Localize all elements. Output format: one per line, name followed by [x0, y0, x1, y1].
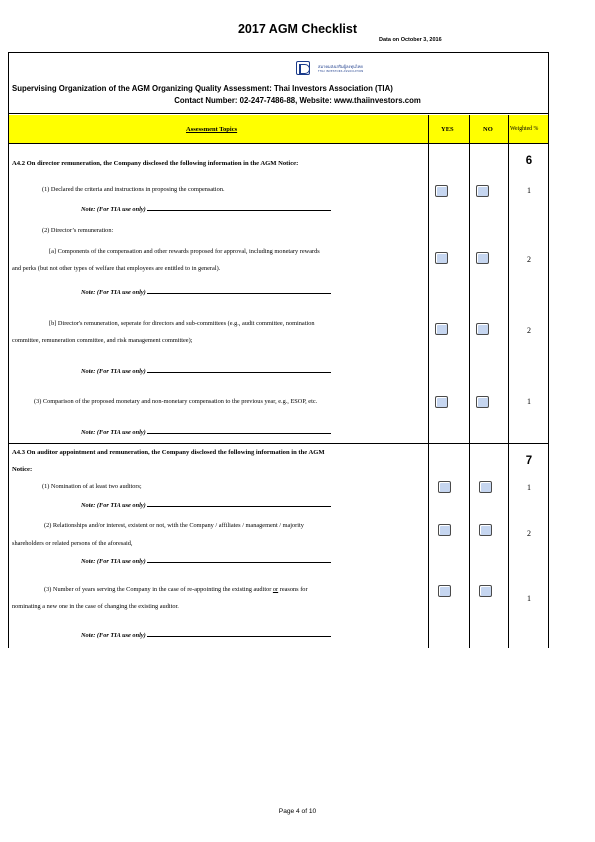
data-date: Data on October 3, 2016: [379, 37, 442, 43]
no-checkbox[interactable]: [479, 481, 492, 493]
col-divider: [428, 115, 429, 648]
no-checkbox[interactable]: [476, 396, 489, 408]
item-weight: 2: [527, 529, 531, 538]
item-text-cont: and perks (but not other types of welfare that employees are entitled to in general).: [12, 265, 221, 272]
item-text: (1) Nomination of at least two auditors;: [42, 483, 142, 490]
item-text-cont: shareholders or related persons of the aforesaid,: [12, 540, 133, 547]
item-text-part: reasons for: [279, 586, 308, 593]
col-divider: [469, 115, 470, 648]
yes-checkbox[interactable]: [438, 524, 451, 536]
section-weight: 7: [525, 455, 533, 467]
organization-line: Supervising Organization of the AGM Organizing Quality Assessment: Thai Investors Association (TIA): [12, 84, 393, 93]
tia-logo-icon: [296, 61, 310, 75]
item-text: [a] Components of the compensation and other rewards proposed for approval, including monetary rewards: [49, 248, 320, 255]
item-text: [44, 586, 308, 593]
no-checkbox[interactable]: [479, 524, 492, 536]
no-checkbox[interactable]: [476, 252, 489, 264]
page-number: Page 4 of 10: [278, 808, 317, 815]
col-weighted: Weighted %: [510, 126, 539, 132]
tia-note: Note: (For TIA use only): [81, 289, 331, 296]
column-header-row: [9, 115, 548, 144]
item-text: (1) Declared the criteria and instructions in proposing the compensation.: [42, 186, 225, 193]
item-weight: 2: [527, 255, 531, 264]
item-text: (2) Director’s remuneration:: [42, 227, 114, 234]
item-text-part: (3) Number of years serving the Company in the case of re-appointing the existing auditor: [44, 586, 272, 593]
section-title-line: Notice:: [12, 466, 33, 473]
yes-checkbox[interactable]: [435, 252, 448, 264]
page-title: 2017 AGM Checklist: [237, 22, 358, 36]
no-checkbox[interactable]: [476, 323, 489, 335]
item-text-cont: committee, remuneration committee, and risk management committee);: [12, 337, 193, 344]
yes-checkbox[interactable]: [435, 185, 448, 197]
item-weight: 2: [527, 326, 531, 335]
tia-note: Note: (For TIA use only): [81, 206, 331, 213]
item-weight: 1: [527, 483, 531, 492]
logo-thai-text: สมาคมส่งเสริมผู้ลงทุนไทย: [318, 64, 363, 69]
no-checkbox[interactable]: [479, 585, 492, 597]
tia-note: Note: (For TIA use only): [81, 502, 331, 509]
section-title-line: A4.3 On auditor appointment and remuneration, the Company disclosed the following information in the AGM: [12, 449, 325, 456]
logo-english-text: THAI INVESTORS ASSOCIATION: [318, 70, 364, 73]
item-weight: 1: [527, 594, 531, 603]
col-assessment-topics: Assessment Topics: [186, 126, 238, 133]
yes-checkbox[interactable]: [435, 396, 448, 408]
col-yes: YES: [441, 126, 454, 133]
contact-line: Contact Number: 02-247-7486-88, Website: www.thaiinvestors.com: [174, 96, 421, 105]
tia-note: Note: (For TIA use only): [81, 632, 331, 639]
item-weight: 1: [527, 397, 531, 406]
item-text: [b] Director's remuneration, seperate for directors and sub-committees (e.g., audit committee, nomination: [49, 320, 315, 327]
yes-checkbox[interactable]: [438, 481, 451, 493]
item-text-or: or: [272, 586, 279, 593]
item-weight: 1: [527, 186, 531, 195]
tia-note: Note: (For TIA use only): [81, 368, 331, 375]
item-text-cont: nominating a new one in the case of changing the existing auditor.: [12, 603, 179, 610]
yes-checkbox[interactable]: [438, 585, 451, 597]
yes-checkbox[interactable]: [435, 323, 448, 335]
item-text: (3) Comparison of the proposed monetary and non-monetary compensation to the previous year, e.g., ESOP, etc.: [34, 398, 318, 405]
item-text: (2) Relationships and/or interest, existent or not, with the Company / affiliates / management / majority: [44, 522, 304, 529]
tia-note: Note: (For TIA use only): [81, 429, 331, 436]
tia-note: Note: (For TIA use only): [81, 558, 331, 565]
no-checkbox[interactable]: [476, 185, 489, 197]
section-weight: 6: [525, 155, 533, 167]
section-a4-3-title: [12, 444, 424, 478]
section-a4-2-title: A4.2 On director remuneration, the Company disclosed the following information in the AGM Notice:: [12, 160, 299, 167]
col-no: NO: [483, 126, 493, 133]
